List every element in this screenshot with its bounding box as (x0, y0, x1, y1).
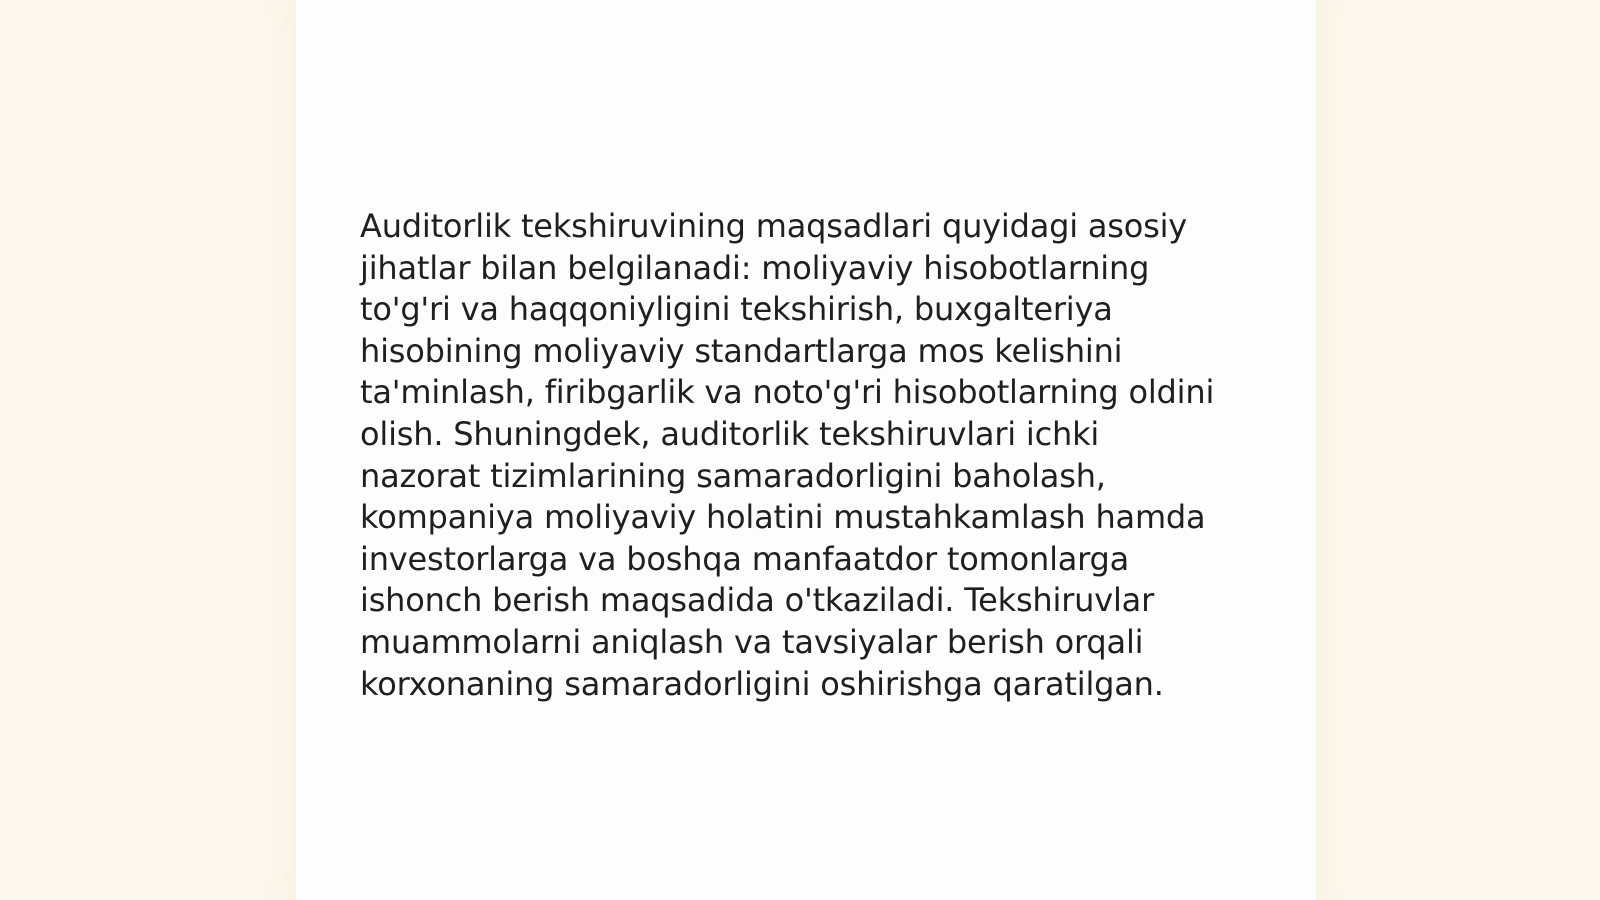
text-line: korxonaning samaradorligini oshirishga qaratilgan. (360, 664, 1164, 703)
text-line: kompaniya moliyaviy holatini mustahkamlash hamda (360, 498, 1206, 537)
text-line: ishonch berish maqsadida o'tkaziladi. Tekshiruvlar (360, 581, 1155, 620)
text-line: Auditorlik tekshiruvining maqsadlari quyidagi asosiy (360, 207, 1188, 245)
text-line: hisobining moliyaviy standartlarga mos kelishini (360, 331, 1123, 370)
text-line: to'g'ri va haqqoniyligini tekshirish, buxgalteriya (360, 290, 1113, 329)
slide-body-text (360, 206, 1250, 705)
text-line: ta'minlash, firibgarlik va noto'g'ri hisobotlarning oldini (360, 373, 1215, 412)
text-line: olish. Shuningdek, auditorlik tekshiruvlari ichki (360, 414, 1100, 453)
text-line: nazorat tizimlarining samaradorligini baholash, (360, 456, 1106, 495)
text-line: muammolarni aniqlash va tavsiyalar berish orqali (360, 622, 1144, 661)
text-line: jihatlar bilan belgilanadi: moliyaviy hisobotlarning (360, 248, 1150, 287)
text-line: investorlarga va boshqa manfaatdor tomonlarga (360, 539, 1130, 578)
slide (296, 0, 1316, 900)
